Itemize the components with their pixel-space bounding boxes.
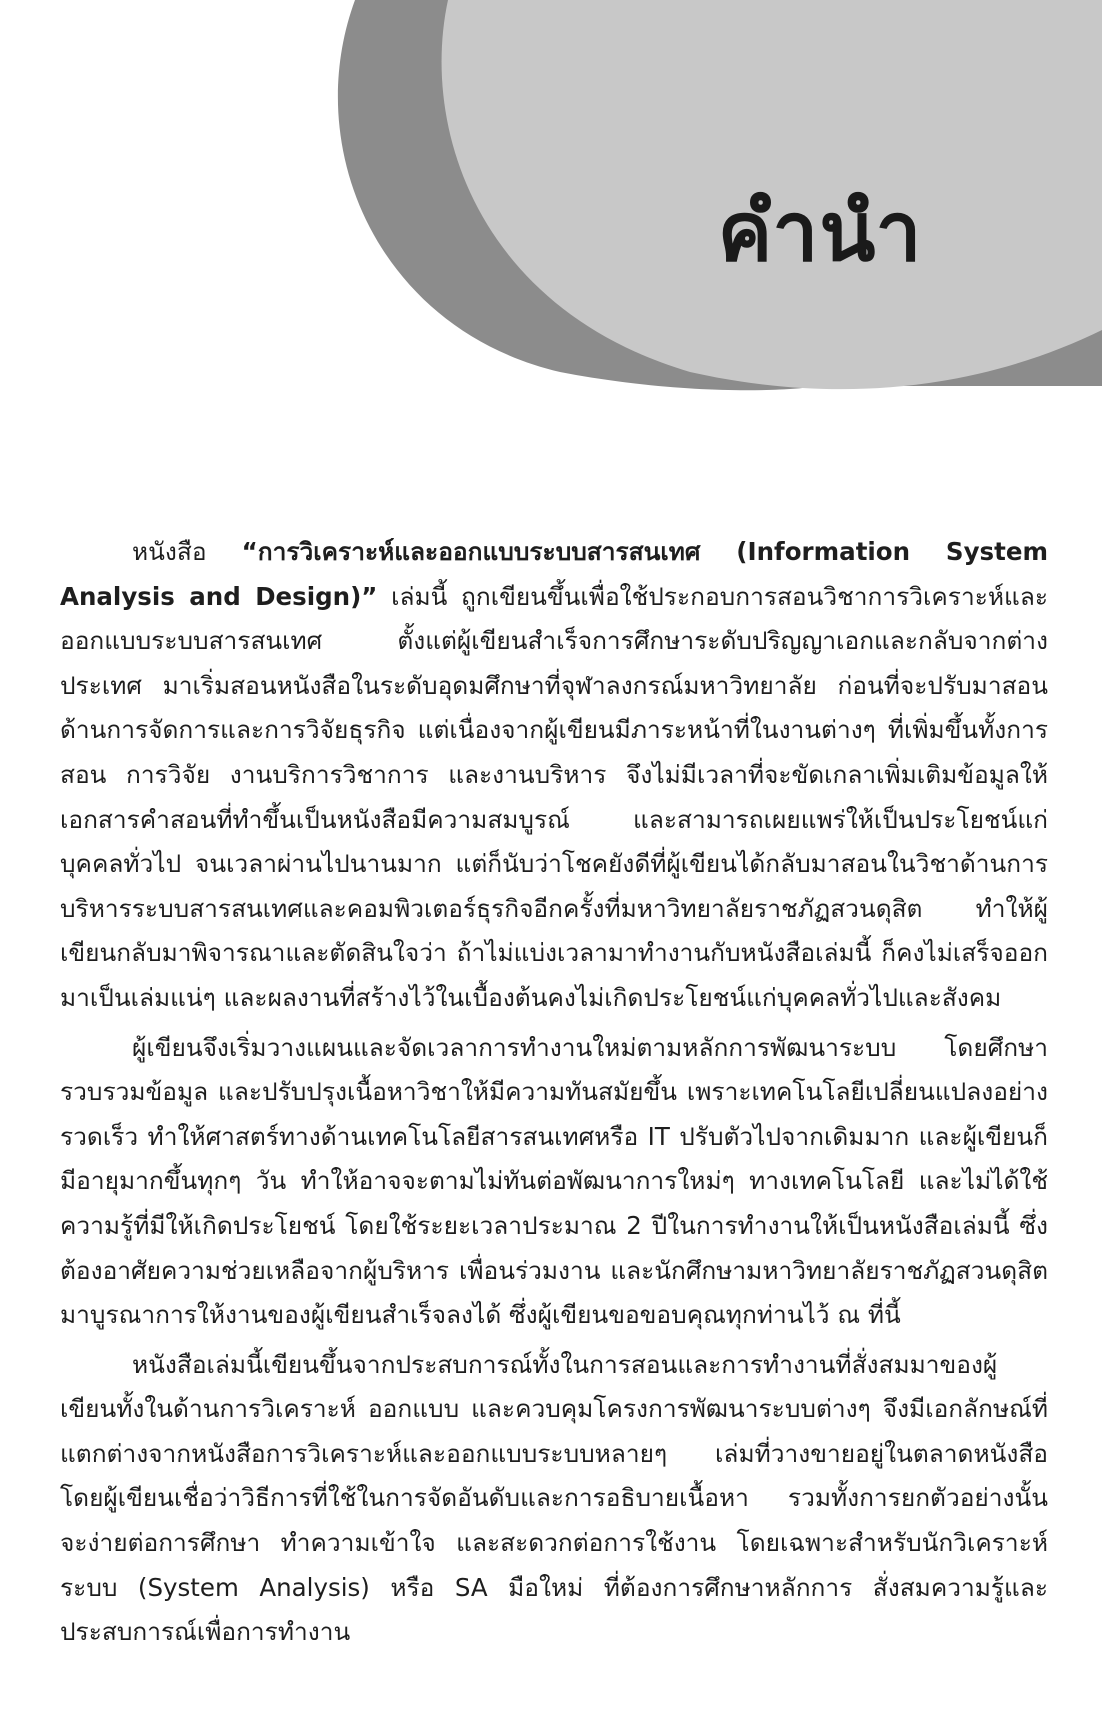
paragraph-3: หนังสือเล่มนี้เขียนขึ้นจากประสบการณ์ทั้งในการสอนและการทำงานที่สั่งสมมาของผู้เขียนทั้งในด้านการวิเคราะห์ ออกแบบ และควบคุมโครงการพัฒนาระบบต่างๆ จึงมีเอกลักษณ์ที่แตกต่างจากหนังสือการวิเคราะห์และออกแบบระบบหลายๆ เล่มที่วางขายอยู่ในตลาดหนังสือ โดยผู้เขียนเชื่อว่าวิธีการที่ใช้ในการจัดอันดับและการอธิบายเนื้อหา รวมทั้งการยกตัวอย่างนั้น จะง่ายต่อการศึกษา ทำความเข้าใจ และสะดวกต่อการใช้งาน โดยเฉพาะสำหรับนักวิเคราะห์ระบบ (System Analysis) หรือ SA มือใหม่ ที่ต้องการศึกษาหลักการ สั่งสมความรู้และประสบการณ์เพื่อการทำงาน [60,1349,1048,1647]
page-title: คำนำ [717,185,923,280]
paragraph-1 [60,530,1048,1021]
book-title: “การวิเคราะห์และออกแบบระบบสารสนเทศ (Information System Analysis and Design)” [60,537,1048,611]
preface-body [60,530,1048,1660]
paragraph-2: ผู้เขียนจึงเริ่มวางแผนและจัดเวลาการทำงานใหม่ตามหลักการพัฒนาระบบ โดยศึกษารวบรวมข้อมูล และปรับปรุงเนื้อหาวิชาให้มีความทันสมัยขึ้น เพราะเทคโนโลยีเปลี่ยนแปลงอย่างรวดเร็ว ทำให้ศาสตร์ทางด้านเทคโนโลยีสารสนเทศหรือ IT ปรับตัวไปจากเดิมมาก และผู้เขียนก็มีอายุมากขึ้นทุกๆ วัน ทำให้อาจจะตามไม่ทันต่อพัฒนาการใหม่ๆ ทางเทคโนโลยี และไม่ได้ใช้ความรู้ที่มีให้เกิดประโยชน์ โดยใช้ระยะเวลาประมาณ 2 ปีในการทำงานให้เป็นหนังสือเล่มนี้ ซึ่งต้องอาศัยความช่วยเหลือจากผู้บริหาร เพื่อนร่วมงาน และนักศึกษามหาวิทยาลัยราชภัฏสวนดุสิต มาบูรณาการให้งานของผู้เขียนสำเร็จลงได้ ซึ่งผู้เขียนขอขอบคุณทุกท่านไว้ ณ ที่นี้ [60,1032,1048,1330]
paragraph-1-prefix: หนังสือ [132,537,242,566]
paragraph-1-text: เล่มนี้ ถูกเขียนขึ้นเพื่อใช้ประกอบการสอนวิชาการวิเคราะห์และออกแบบระบบสารสนเทศ ตั้งแต่ผู้เขียนสำเร็จการศึกษาระดับปริญญาเอกและกลับจากต่างประเทศ มาเริ่มสอนหนังสือในระดับอุดมศึกษาที่จุฬาลงกรณ์มหาวิทยาลัย ก่อนที่จะปรับมาสอนด้านการจัดการและการวิจัยธุรกิจ แต่เนื่องจากผู้เขียนมีภาระหน้าที่ในงานต่างๆ ที่เพิ่มขึ้นทั้งการสอน การวิจัย งานบริการวิชาการ และงานบริหาร จึงไม่มีเวลาที่จะขัดเกลาเพิ่มเติมข้อมูลให้เอกสารคำสอนที่ทำขึ้นเป็นหนังสือมีความสมบูรณ์ และสามารถเผยแพร่ให้เป็นประโยชน์แก่บุคคลทั่วไป จนเวลาผ่านไปนานมาก แต่ก็นับว่าโชคยังดีที่ผู้เขียนได้กลับมาสอนในวิชาด้านการบริหารระบบสารสนเทศและคอมพิวเตอร์ธุรกิจอีกครั้งที่มหาวิทยาลัยราชภัฏสวนดุสิต ทำให้ผู้เขียนกลับมาพิจารณาและตัดสินใจว่า ถ้าไม่แบ่งเวลามาทำงานกับหนังสือเล่มนี้ ก็คงไม่เสร็จออกมาเป็นเล่มแน่ๆ และผลงานที่สร้างไว้ในเบื้องต้นคงไม่เกิดประโยชน์แก่บุคคลทั่วไปและสังคม [60,581,1048,1012]
